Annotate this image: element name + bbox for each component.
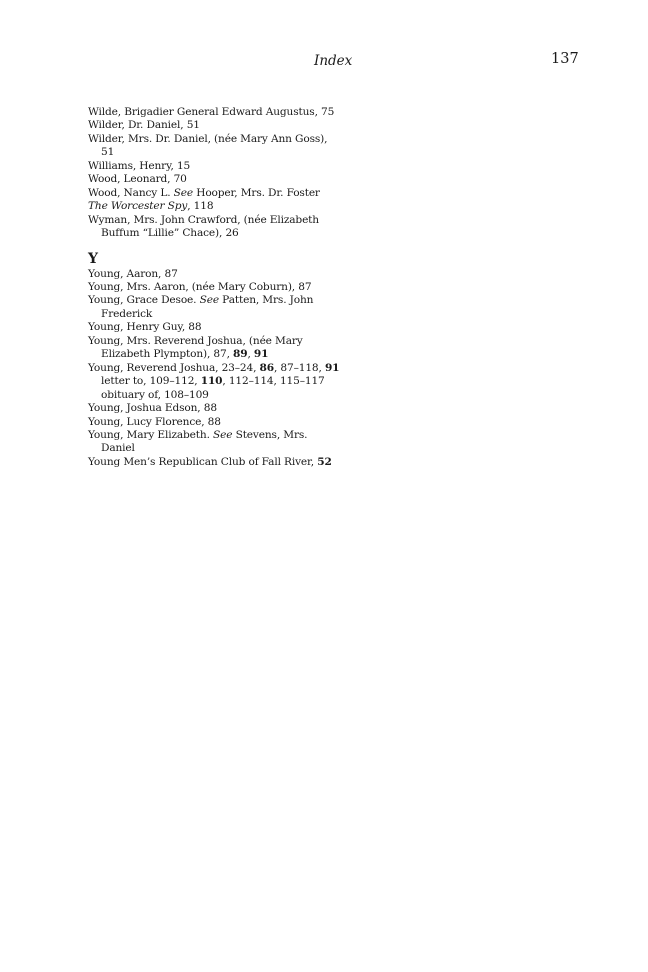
index-subentry: obituary of, 108–109: [101, 388, 209, 401]
index-entry: Young, Henry Guy, 88: [88, 321, 202, 334]
index-entry: Wood, Leonard, 70: [88, 173, 187, 186]
index-entry: Wilde, Brigadier General Edward Augustus, 75: [88, 106, 335, 118]
index-entry: Young, Joshua Edson, 88: [88, 402, 217, 415]
section-title: Index: [314, 53, 353, 69]
index-entry: Wood, Nancy L. See Hooper, Mrs. Dr. Foster: [88, 186, 320, 199]
index-entry: Young, Grace Desoe. See Patten, Mrs. John Frederick: [88, 294, 314, 320]
index-entry: Young, Mrs. Aaron, (née Mary Coburn), 87: [88, 280, 312, 293]
index-column: [88, 106, 338, 469]
index-entry: Wilder, Dr. Daniel, 51: [88, 119, 200, 132]
index-entry: Young Men’s Republican Club of Fall River, 52: [88, 455, 332, 468]
running-head: [0, 52, 648, 72]
index-entry: Young, Aaron, 87: [88, 267, 178, 280]
page-number: 137: [551, 51, 579, 67]
index-entry: The Worcester Spy, 118: [88, 200, 214, 213]
letter-heading: Y: [88, 250, 98, 267]
index-entry: Williams, Henry, 15: [88, 159, 191, 172]
index-entry: Young, Mrs. Reverend Joshua, (née Mary Elizabeth Plympton), 87, 89, 91: [88, 334, 303, 361]
index-entry: Wilder, Mrs. Dr. Daniel, (née Mary Ann Goss), 51: [88, 132, 328, 159]
index-entry: Young, Lucy Florence, 88: [88, 415, 221, 428]
index-subentry: letter to, 109–112, 110, 112–114, 115–117: [101, 375, 325, 388]
index-entry: Young, Reverend Joshua, 23–24, 86, 87–118, 91: [88, 361, 340, 374]
index-entry: Young, Mary Elizabeth. See Stevens, Mrs. Daniel: [88, 428, 308, 455]
index-entry: Wyman, Mrs. John Crawford, (née Elizabeth Buffum “Lillie” Chace), 26: [88, 213, 319, 240]
